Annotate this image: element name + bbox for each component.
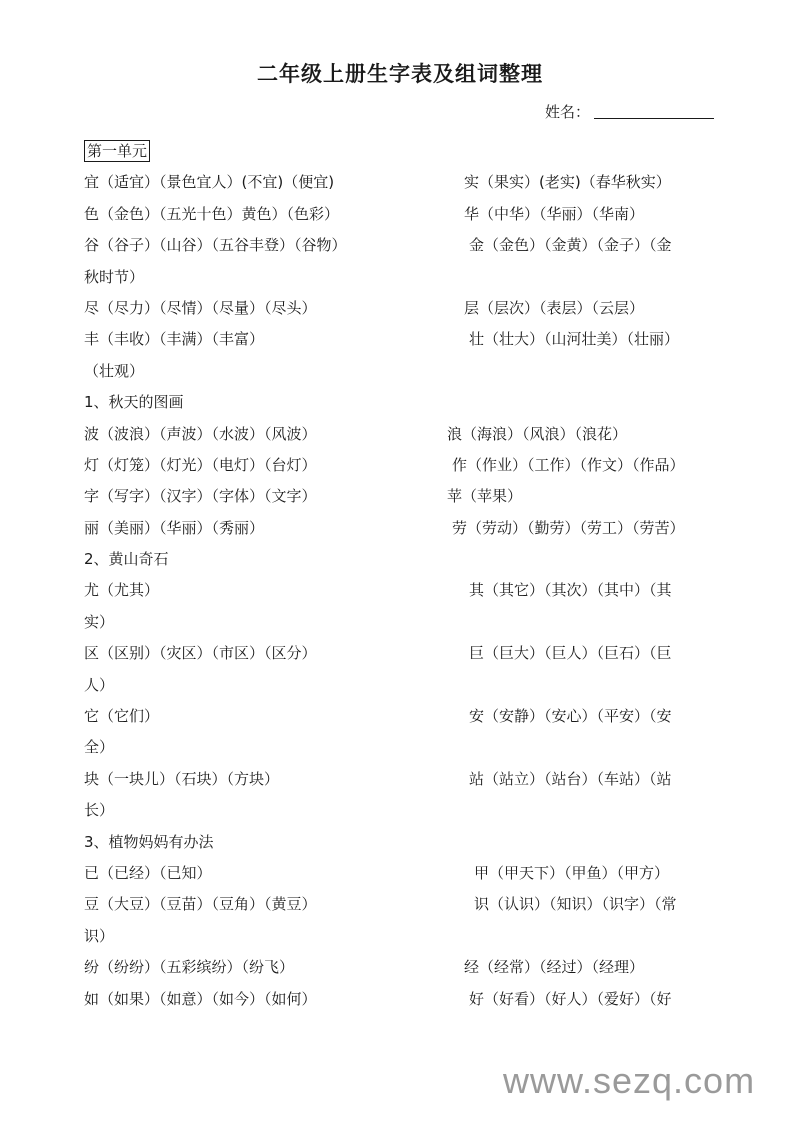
vocab-left-entry: 波（波浪）（声波）（水波）（风波） — [84, 424, 317, 443]
vocab-left-entry: 丽（美丽）（华丽）（秀丽） — [84, 518, 265, 537]
vocab-left-entry: 区（区别）（灾区）（市区）（区分） — [84, 644, 317, 663]
vocab-left-entry: 已（已经）（已知） — [84, 863, 212, 882]
vocab-row — [84, 544, 716, 575]
vocab-row — [84, 952, 716, 983]
vocab-left-entry: 谷（谷子）（山谷）（五谷丰登）（谷物） — [84, 236, 347, 255]
watermark: www.sezq.com — [503, 1060, 756, 1101]
vocabulary-rows — [84, 167, 716, 1015]
vocab-right-entry: 经（经常）（经过）（经理） — [464, 958, 645, 977]
vocab-right-entry: 壮（壮大）（山河壮美）（壮丽） — [469, 330, 680, 349]
unit-heading-row — [84, 136, 716, 167]
vocab-row — [84, 607, 716, 638]
vocab-left-entry: 灯（灯笼）（灯光）（电灯）（台灯） — [84, 455, 317, 474]
vocab-row — [84, 450, 716, 481]
vocab-left-entry: 豆（大豆）（豆苗）（豆角）（黄豆） — [84, 895, 317, 914]
vocab-left-entry: 如（如果）（如意）（如今）（如何） — [84, 989, 317, 1008]
vocab-row — [84, 827, 716, 858]
vocab-right-entry: 站（站立）（站台）（车站）（站 — [469, 769, 672, 788]
unit-heading: 第一单元 — [84, 140, 150, 162]
vocab-row — [84, 387, 716, 418]
vocab-row — [84, 638, 716, 669]
vocab-row — [84, 921, 716, 952]
vocab-right-entry: 安（安静）（安心）（平安）（安 — [469, 707, 672, 726]
vocab-row — [84, 575, 716, 606]
vocab-left-entry: 3、植物妈妈有办法 — [84, 832, 214, 851]
vocab-left-entry: 识） — [84, 926, 115, 945]
vocab-row — [84, 701, 716, 732]
vocab-row — [84, 984, 716, 1015]
page-title: 二年级上册生字表及组词整理 — [257, 61, 543, 86]
vocab-row — [84, 167, 716, 198]
vocab-left-entry: 宜（适宜）（景色宜人）(不宜)（便宜) — [84, 173, 335, 192]
vocab-right-entry: 苹（苹果） — [447, 487, 523, 506]
vocab-left-entry: 2、黄山奇石 — [84, 550, 169, 569]
vocab-left-entry: 尤（尤其） — [84, 581, 160, 600]
vocab-right-entry: 劳（劳动）（勤劳）（劳工）（劳苦） — [452, 518, 685, 537]
vocab-row — [84, 795, 716, 826]
vocab-left-entry: 实） — [84, 612, 115, 631]
vocabulary-list — [84, 136, 716, 1015]
vocab-row — [84, 858, 716, 889]
vocab-right-entry: 浪（海浪）（风浪）（浪花） — [447, 424, 628, 443]
vocab-left-entry: 长） — [84, 801, 115, 820]
vocab-row — [84, 356, 716, 387]
vocab-row — [84, 199, 716, 230]
vocab-right-entry: 识（认识）（知识）（识字）（常 — [474, 895, 677, 914]
vocab-row — [84, 419, 716, 450]
vocab-row — [84, 262, 716, 293]
name-blank-line[interactable] — [594, 118, 714, 119]
vocab-right-entry: 其（其它）（其次）（其中）（其 — [469, 581, 672, 600]
vocab-right-entry: 华（中华）（华丽）（华南） — [464, 204, 645, 223]
vocab-row — [84, 732, 716, 763]
vocab-left-entry: 尽（尽力）（尽情）（尽量）（尽头） — [84, 298, 317, 317]
vocab-left-entry: 纷（纷纷）（五彩缤纷）（纷飞） — [84, 958, 295, 977]
vocab-row — [84, 481, 716, 512]
vocab-right-entry: 金（金色）（金黄）（金子）（金 — [469, 236, 672, 255]
vocab-row — [84, 293, 716, 324]
vocab-left-entry: 色（金色）（五光十色）黄色）（色彩） — [84, 204, 340, 223]
vocab-left-entry: 块（一块儿）（石块）（方块） — [84, 769, 280, 788]
vocab-row — [84, 513, 716, 544]
vocab-right-entry: 甲（甲天下）（甲鱼）（甲方） — [474, 863, 670, 882]
vocab-left-entry: 1、秋天的图画 — [84, 393, 184, 412]
vocab-left-entry: 它（它们） — [84, 707, 160, 726]
vocab-left-entry: 丰（丰收）（丰满）（丰富） — [84, 330, 265, 349]
vocab-left-entry: 秋时节） — [84, 267, 145, 286]
vocab-row — [84, 764, 716, 795]
vocab-left-entry: （壮观） — [84, 361, 145, 380]
vocab-left-entry: 全） — [84, 738, 115, 757]
vocab-row — [84, 670, 716, 701]
vocab-row — [84, 889, 716, 920]
vocab-row — [84, 230, 716, 261]
vocab-right-entry: 层（层次）（表层）（云层） — [464, 298, 645, 317]
vocab-right-entry: 巨（巨大）（巨人）（巨石）（巨 — [469, 644, 672, 663]
vocab-left-entry: 人） — [84, 675, 115, 694]
vocab-row — [84, 324, 716, 355]
vocab-right-entry: 实（果实）(老实)（春华秋实） — [464, 173, 671, 192]
name-label: 姓名： — [545, 103, 591, 121]
vocab-right-entry: 作（作业）（工作）（作文）（作品） — [452, 455, 685, 474]
vocab-right-entry: 好（好看）（好人）（爱好）（好 — [469, 989, 672, 1008]
vocab-left-entry: 字（写字）（汉字）（字体）（文字） — [84, 487, 317, 506]
